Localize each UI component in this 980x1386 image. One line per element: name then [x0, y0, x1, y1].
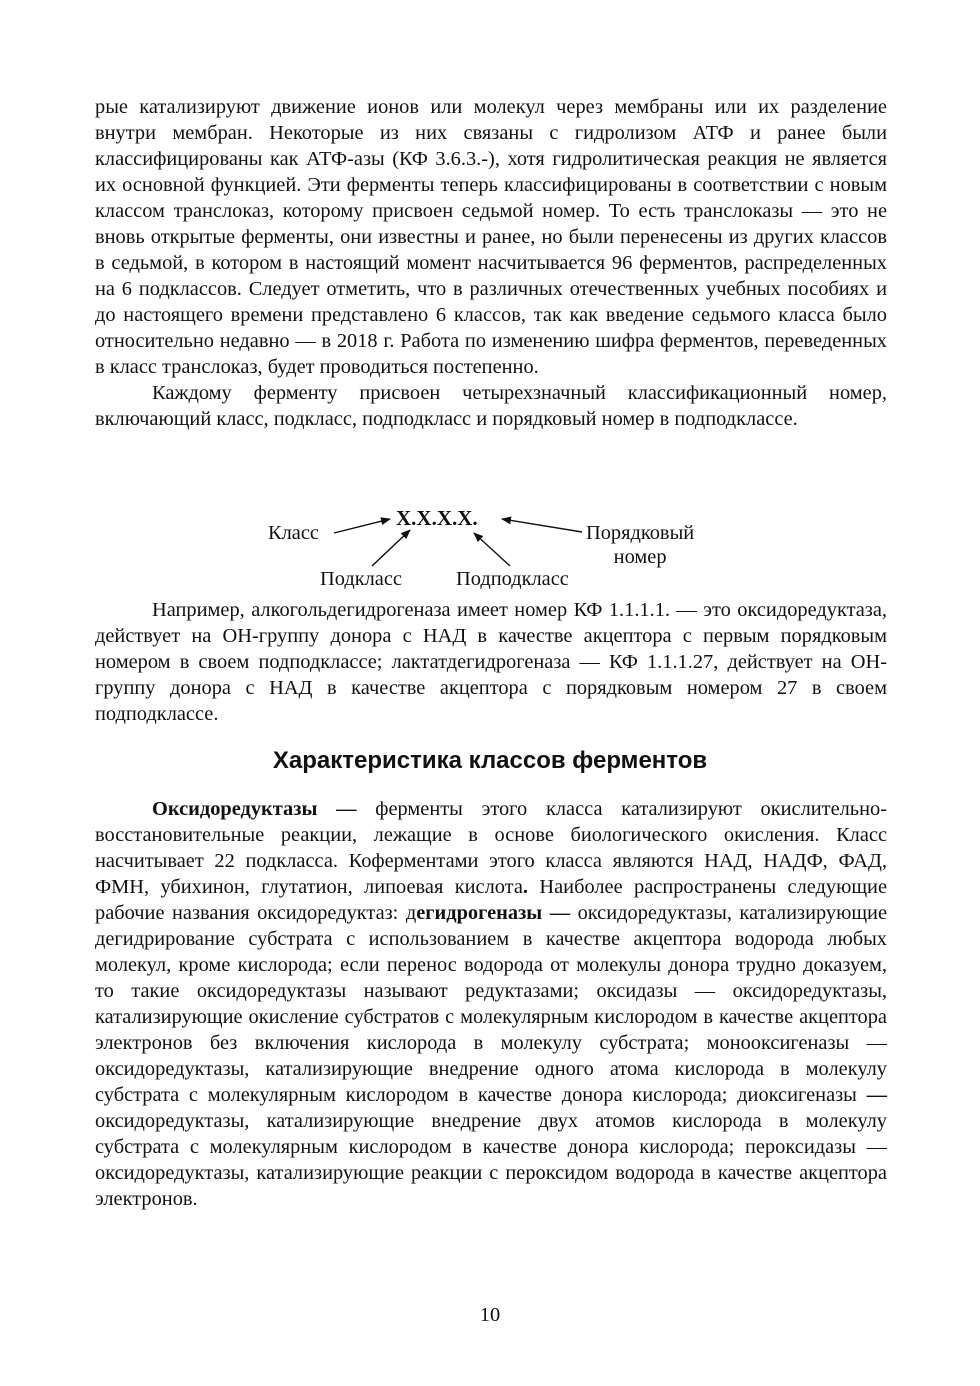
label-order-line2: номер — [613, 546, 667, 568]
label-class: Класс — [268, 522, 319, 544]
p4-part1: ферменты этого класса катализируют окислительно-восстановительные реакции, лежащие в основе биологического окисления. Класс насчитывает 22 подкласса. Коферментами этого класса являются НАД, НАДФ, ФАД, ФМН, убихинон, глутатион, липоевая кислота — [95, 798, 887, 898]
paragraph-translocases — [95, 94, 887, 432]
p4-part3: оксидоредуктазы, катализирующие дегидрирование субстрата с использованием в качестве акцептора водорода любых молекул, кроме кислорода; если перенос водорода от молекулы донора трудно доказуем, то такие оксидоредуктазы называют редуктазами; оксидазы — оксидоредуктазы, катализирующие окисление субстратов с молекулярным кислородом в качестве акцептора электронов без включения кислорода в молекулу субстрата; монооксигеназы — оксидоредуктазы, катализирующие внедрение одного атома кислорода в молекулу субстрата с молекулярным кислородом в качестве донора кислорода; диоксигеназы — [95, 902, 888, 1106]
p4-period: . — [522, 876, 528, 898]
term-oxidoreductases: Оксидоредуктазы — — [152, 798, 357, 820]
p4-part2: Наиболее распространены следующие рабочие названия оксидоредуктаз: д — [95, 876, 888, 924]
label-subclass: Подкласс — [320, 568, 402, 590]
page-number: 10 — [479, 1304, 501, 1326]
arrow-subclass — [372, 530, 410, 566]
label-subsubclass: Подподкласс — [456, 568, 569, 590]
term-dehydrogenases: егидрогеназы — — [416, 902, 571, 924]
p4-part4: оксидоредуктазы, катализирующие внедрение двух атомов кислорода в молекулу субстрата с молекулярным кислородом в качестве донора кислорода; пероксидазы — оксидоредуктазы, катализирующие реакции с пероксидом водорода в качестве акцептора электронов. — [95, 1110, 887, 1210]
paragraph-4-text — [95, 796, 887, 1212]
arrow-class — [334, 519, 390, 533]
arrow-order — [502, 519, 582, 532]
label-order-line1: Порядковый — [586, 522, 695, 544]
paragraph-3-text: Например, алкогольдегидрогеназа имеет номер КФ 1.1.1.1. — это оксидоредуктаза, действует на ОН-группу донора с НАД в качестве акцептора с первым порядковым номером в своем подподклассе; лактатдегидрогеназа — КФ 1.1.1.27, действует на ОН-группу донора с НАД в качестве акцептора с порядковым номером 27 в своем подподклассе. — [95, 599, 887, 725]
paragraph-2-text: Каждому ферменту присвоен четырехзначный классификационный номер, включающий класс, подкласс, подподкласс и порядковый номер в подподклассе. — [95, 382, 887, 430]
paragraph-1-text: рые катализируют движение ионов или молекул через мембраны или их разделение внутри мембран. Некоторые из них связаны с гидролизом АТФ и ранее были классифицированы как АТФ-азы (КФ 3.6.3.-), хотя гидролитическая реакция не является их основной функцией. Эти ферменты теперь классифицированы в соответствии с новым классом транслоказ, которому присвоен седьмой номер. То есть транслоказы — это не вновь открытые ферменты, они известны и ранее, но были перенесены из других классов в седьмой, в котором в настоящий момент насчитывается 96 ферментов, распределенных на 6 подклассов. Следует отметить, что в различных отечественных учебных пособиях и до настоящего времени представлено 6 классов, так как введение седьмого класса было относительно недавно — в 2018 г. Работа по изменению шифра ферментов, переведенных в класс транслоказ, будет проводиться постепенно. — [95, 96, 887, 378]
arrow-subsubclass — [474, 533, 510, 566]
paragraph-example — [95, 597, 887, 727]
label-order-number — [586, 521, 694, 569]
p4-dash: — — [856, 1084, 887, 1106]
paragraph-oxidoreductases — [95, 796, 887, 1212]
section-heading: Характеристика классов ферментов — [272, 747, 708, 774]
classification-code: Х.Х.Х.Х. — [396, 506, 478, 530]
classification-diagram — [260, 500, 740, 595]
